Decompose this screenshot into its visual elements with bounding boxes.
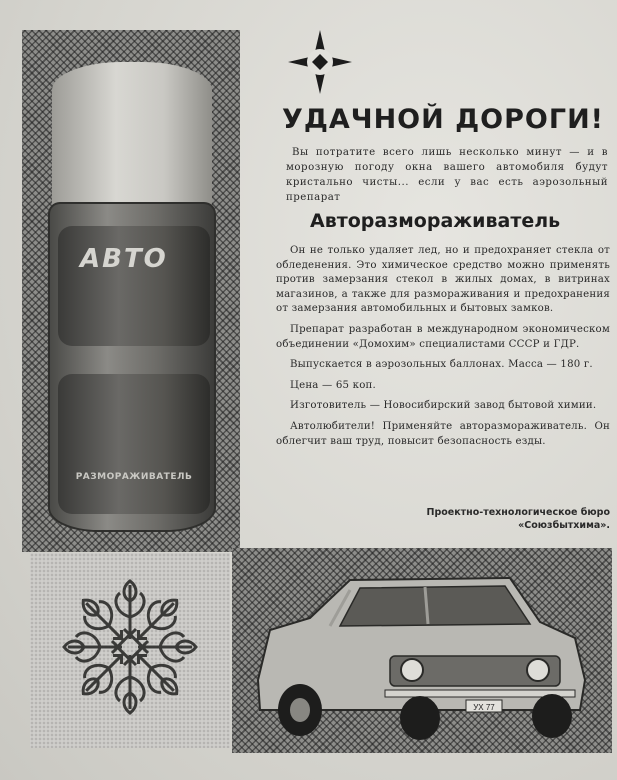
intro-text: Вы потратите всего лишь несколько минут — и в морозную погоду окна вашего автомобиля будут кристально чисты... если у вас есть аэрозольный препарат <box>286 147 608 203</box>
paragraph: Он не только удаляет лед, но и предохраняет стекла от обледенения. Это химическое средство можно применять против замерзания стекол в жилых домах, в витринах магазинов, а также для размораживания и предохранения от замерзания автомобильных и бытовых замков. <box>276 245 610 315</box>
can-body <box>48 202 216 532</box>
body-text <box>276 244 610 455</box>
snowflake-icon <box>55 572 205 722</box>
paragraph: Изготовитель — Новосибирский завод бытовой химии. <box>290 400 597 412</box>
paragraph: Автолюбители! Применяйте авторазмораживатель. Он облегчит ваш труд, повысит безопасность езды. <box>276 420 610 447</box>
signature-line-1: Проектно-технологическое бюро <box>426 507 610 518</box>
signature-line-2: «Союзбытхима». <box>518 520 610 531</box>
product-name: Авторазмораживатель <box>310 210 561 232</box>
can-product-text: РАЗМОРАЖИВАТЕЛЬ <box>75 472 193 482</box>
can-brand-text: АВТО <box>80 244 168 274</box>
aerosol-can-image <box>48 62 216 532</box>
license-plate: УХ 77 <box>473 703 495 712</box>
car-image <box>240 560 600 745</box>
headline: УДАЧНОЙ ДОРОГИ! <box>282 104 604 135</box>
star-emblem-icon <box>286 28 354 96</box>
can-lower-label <box>58 374 210 514</box>
paragraph: Цена — 65 коп. <box>290 379 376 391</box>
paragraph: Препарат разработан в международном экономическом объединении «Домохим» специалистами СССР и ГДР. <box>276 323 610 350</box>
signature <box>380 506 610 532</box>
paragraph: Выпускается в аэрозольных баллонах. Масса — 180 г. <box>290 359 593 371</box>
can-cap <box>52 62 212 212</box>
